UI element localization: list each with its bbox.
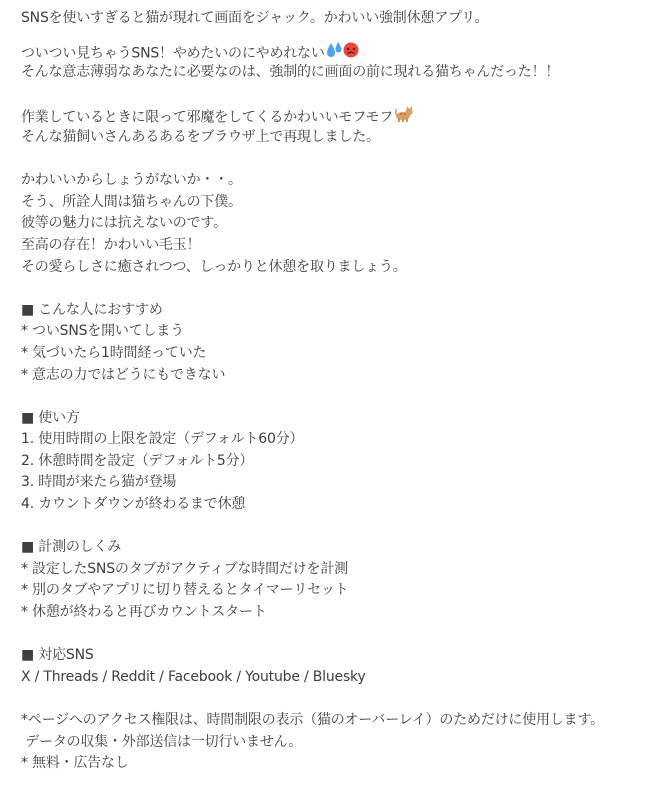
list-item: * ついSNSを開いてしまう	[21, 323, 184, 340]
list-item: * 別のタブやアプリに切り替えるとタイマーリセット	[21, 582, 349, 599]
description-summary: SNSを使いすぎると猫が現れて画面をジャック。かわいい強制休憩アプリ。	[21, 10, 489, 26]
spacer	[21, 386, 645, 408]
list-item: * 気づいたら1時間経っていた	[21, 344, 207, 361]
description-line: そんな猫飼いさんあるあるをブラウザ上で再現しました。	[21, 128, 380, 145]
spacer	[21, 516, 645, 538]
section-heading-usage: ■ 使い方	[21, 409, 80, 426]
cat-icon	[394, 105, 414, 130]
note-line: データの収集・外部送信は一切行いません。	[21, 733, 303, 750]
description-line	[21, 105, 645, 127]
list-item: * 設定したSNSのタブがアクティブな時間だけを計測	[21, 560, 348, 577]
list-item: * 休憩が終わると再びカウントスタート	[21, 604, 267, 621]
description-line: かわいいからしょうがないか・・。	[21, 172, 242, 189]
list-item: * 意志の力ではどうにもできない	[21, 366, 226, 383]
section-heading-supported: ■ 対応SNS	[21, 647, 94, 664]
list-item: 3. 時間が来たら猫が登場	[21, 474, 177, 491]
list-item: X / Threads / Reddit / Facebook / Youtube / Bluesky	[21, 668, 366, 685]
description-line: そう、所詮人間は猫ちゃんの下僕。	[21, 193, 242, 210]
spacer	[21, 149, 645, 171]
section-heading-recommend: ■ こんな人におすすめ	[21, 301, 163, 318]
description-line: その愛らしさに癒されつつ、しっかりと休憩を取りましょう。	[21, 258, 407, 275]
spacer	[21, 278, 645, 300]
list-item: 2. 休憩時間を設定（デフォルト5分）	[21, 452, 254, 469]
description-text: ついつい見ちゃうSNS！やめたいのにやめれない	[21, 44, 325, 61]
description-line	[21, 41, 645, 63]
list-item: 1. 使用時間の上限を設定（デフォルト60分）	[21, 431, 304, 448]
description-line: 彼等の魅力には抗えないのです。	[21, 215, 227, 232]
section-heading-mechanism: ■ 計測のしくみ	[21, 539, 122, 556]
description-line: そんな意志薄弱なあなたに必要なのは、強制的に画面の前に現れる猫ちゃんだった！！	[21, 64, 560, 81]
note-line: *ページへのアクセス権限は、時間制限の表示（猫のオーバーレイ）のためだけに使用します。	[21, 712, 604, 728]
description-line: 至高の存在！かわいい毛玉！	[21, 236, 201, 253]
note-line: * 無料・広告なし	[21, 755, 129, 772]
spacer	[21, 84, 645, 106]
spacer	[21, 624, 645, 646]
list-item: 4. カウントダウンが終わるまで休憩	[21, 496, 246, 513]
spacer	[21, 688, 645, 710]
description-text: 作業しているときに限って邪魔をしてくるかわいいモフモフ	[21, 109, 394, 126]
